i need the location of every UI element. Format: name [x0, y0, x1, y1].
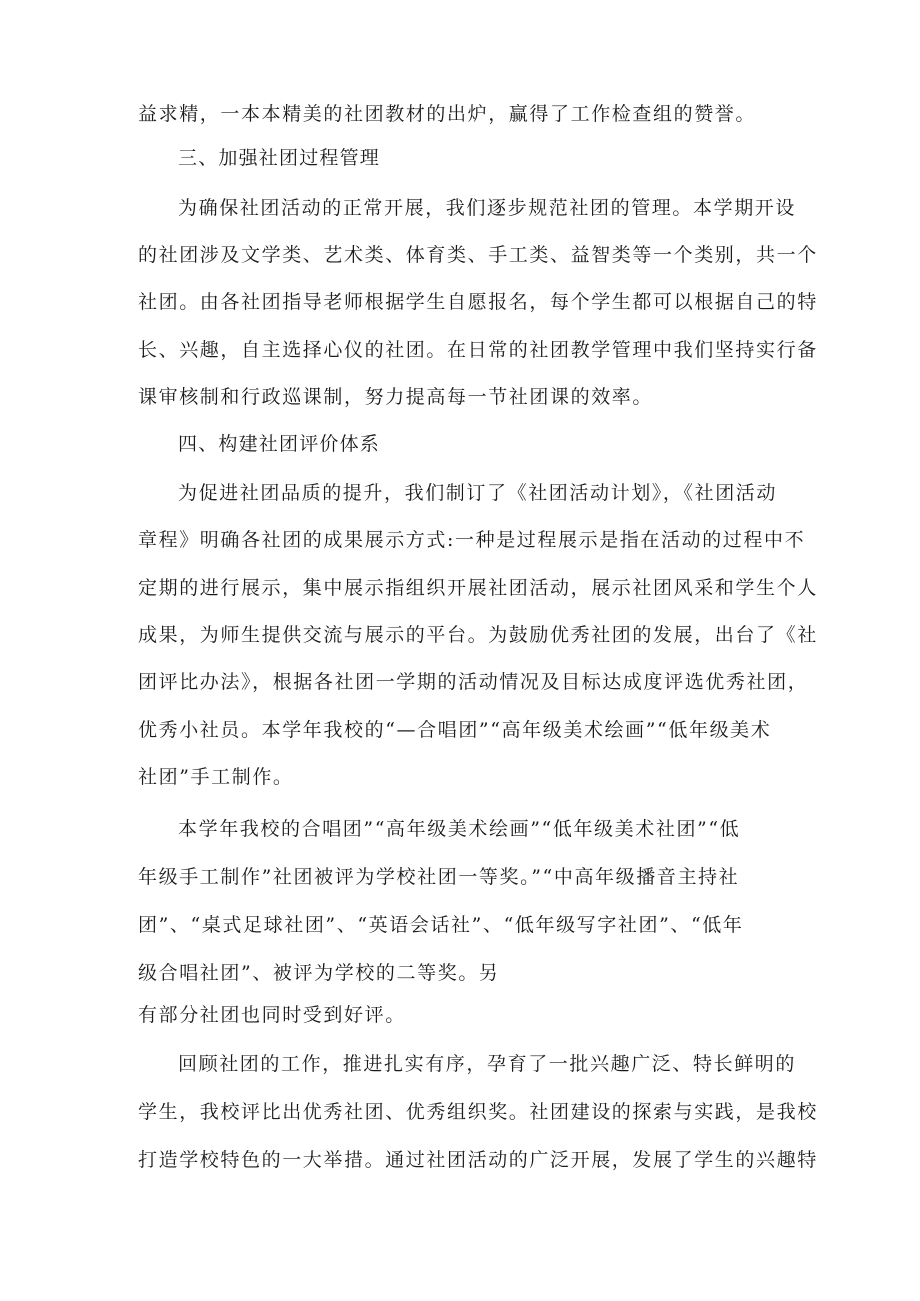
paragraph-line: 级合唱社团”、被评为学校的二等奖。另 [138, 962, 500, 984]
paragraph-line: 课审核制和行政巡课制，努力提高每一节社团课的效率。 [138, 386, 654, 408]
paragraph-line: 团”、“桌式足球社团”、“英语会话社”、“低年级写字社团”、“低年 [138, 914, 744, 936]
paragraph-line: 益求精，一本本精美的社团教材的出炉，赢得了工作检查组的赞誉。 [138, 103, 757, 125]
paragraph-line: 社团。由各社团指导老师根据学生自愿报名，每个学生都可以根据自己的特 [138, 291, 818, 313]
paragraph-line: 章程》明确各社团的成果展示方式:一种是过程展示是指在活动的过程中不 [138, 529, 806, 551]
paragraph-line: 团评比办法》，根据各社团一学期的活动情况及目标达成度评选优秀社团， [138, 671, 809, 693]
paragraph-line: 成果，为师生提供交流与展示的平台。为鼓励优秀社团的发展，出台了《社 [138, 624, 818, 646]
section-heading-3: 三、加强社团过程管理 [178, 147, 381, 169]
paragraph-line: 社团”手工制作。 [138, 766, 294, 788]
paragraph-line: 长、兴趣，自主选择心仪的社团。在日常的社团教学管理中我们坚持实行备 [138, 339, 818, 361]
paragraph-line: 打造学校特色的一大举措。通过社团活动的广泛开展，发展了学生的兴趣特 [138, 1149, 818, 1171]
paragraph-line: 回顾社团的工作，推进扎实有序，孕育了一批兴趣广泛、特长鲜明的 [178, 1053, 797, 1075]
paragraph-line: 的社团涉及文学类、艺术类、体育类、手工类、益智类等一个类别，共一个 [138, 244, 818, 266]
paragraph-line: 有部分社团也同时受到好评。 [138, 1004, 406, 1026]
paragraph-line: 年级手工制作”社团被评为学校社团一等奖。”“中高年级播音主持社 [138, 866, 740, 888]
paragraph-line: 定期的进行展示，集中展示指组织开展社团活动，展示社团风采和学生个人 [138, 577, 818, 599]
paragraph-line: 为确保社团活动的正常开展，我们逐步规范社团的管理。本学期开设 [178, 197, 797, 219]
paragraph-line: 本学年我校的合唱团”“高年级美术绘画”“低年级美术社团”“低 [178, 818, 741, 840]
paragraph-line: 学生，我校评比出优秀社团、优秀组织奖。社团建设的探索与实践，是我校 [138, 1101, 818, 1123]
section-heading-4: 四、构建社团评价体系 [178, 433, 381, 455]
paragraph-line: 优秀小社员。本学年我校的“—合唱团”“高年级美术绘画”“低年级美术 [138, 719, 772, 741]
paragraph-line: 为促进社团品质的提升，我们制订了《社团活动计划》，《社团活动 [178, 482, 778, 504]
